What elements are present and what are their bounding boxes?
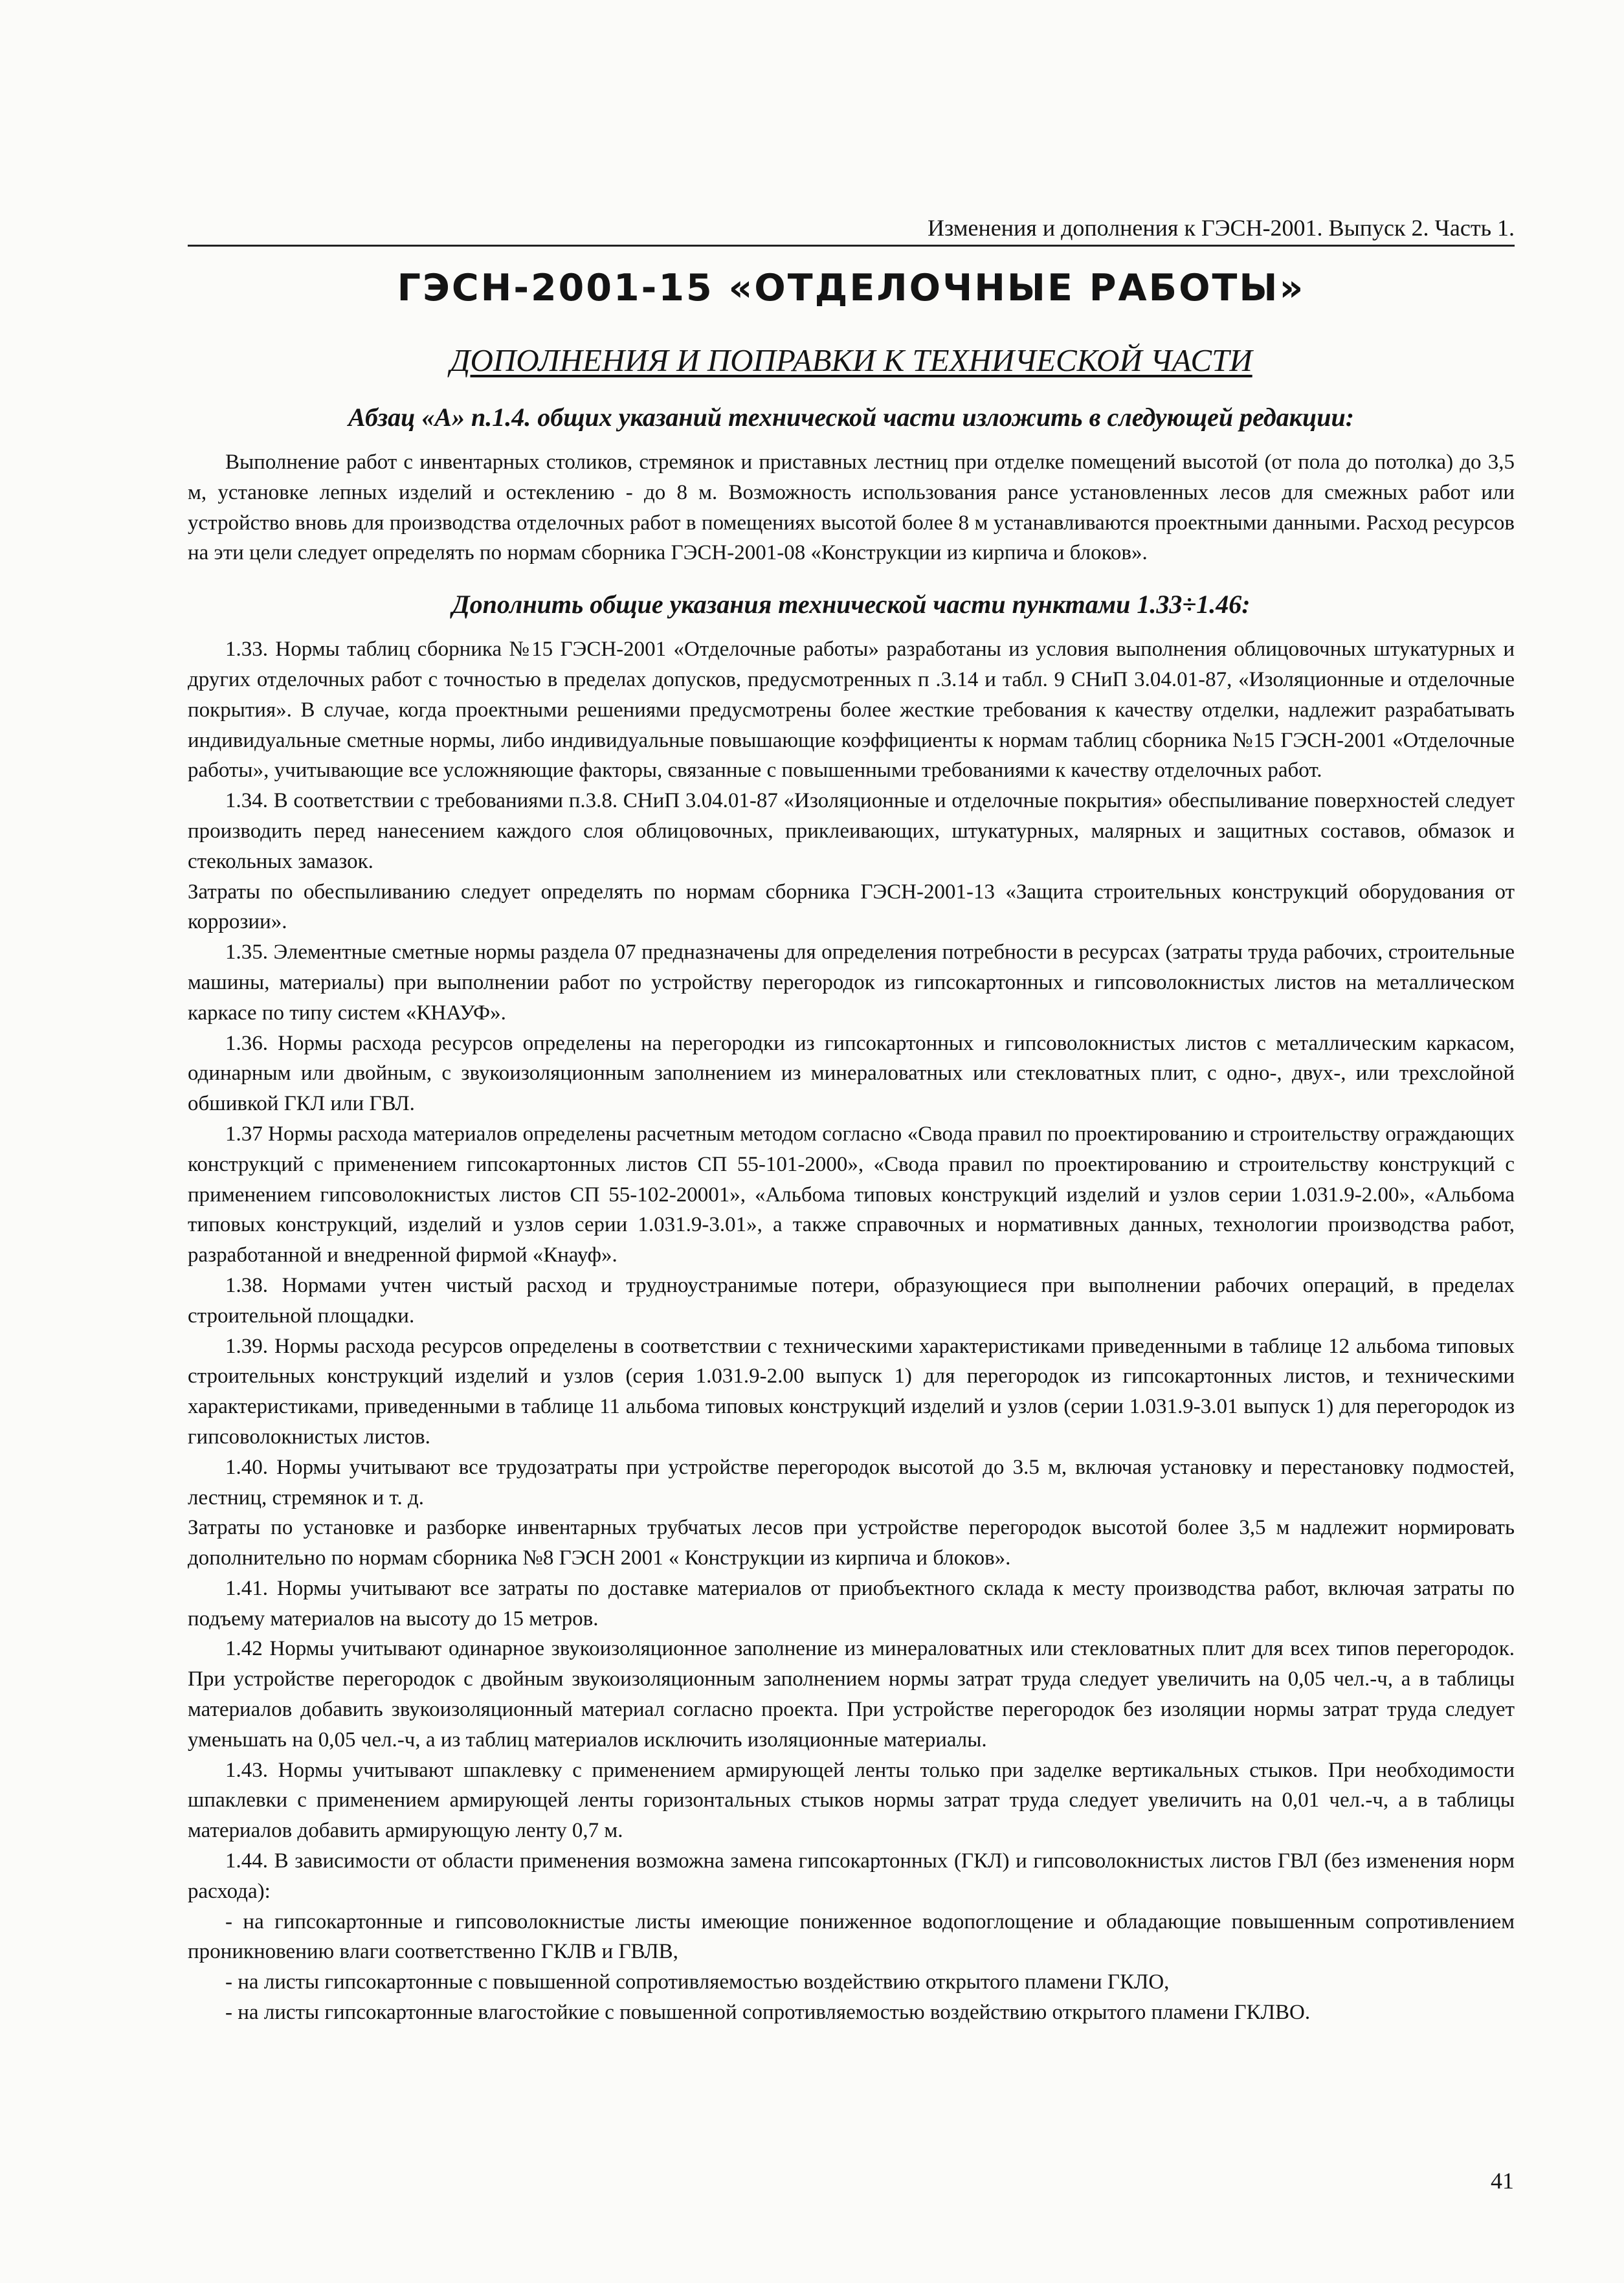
section-title: ДОПОЛНЕНИЯ И ПОПРАВКИ К ТЕХНИЧЕСКОЙ ЧАСТИ: [450, 342, 1252, 378]
main-title: ГЭСН-2001-15 «ОТДЕЛОЧНЫЕ РАБОТЫ»: [397, 267, 1306, 309]
document-page: [188, 214, 1515, 2028]
clause-1-39: 1.39. Нормы расхода ресурсов определены в соответствии с техническими характеристиками приведенными в таблице 12 альбома типовых строительных конструкций изделий и узлов (серия 1.031.9-2.00 выпуск 1) для перегородок из гипсокартонных листов, и техническими характеристиками, приведенными в таблице 11 альбома типовых конструкций изделий и узлов (серии 1.031.9-3.01 выпуск 1) для перегородок из гипсоволокнистых листов.: [188, 1334, 1515, 1449]
subheading-paragraph-a: Абзац «А» п.1.4. общих указаний технической части изложить в следующей редакции:: [348, 403, 1355, 432]
clause-1-37: 1.37 Нормы расхода материалов определены расчетным методом согласно «Свода правил по проектированию и строительству ограждающих конструкций с применением гипсокартонных листов СП 55-101-2000», «Свода правил по проектированию и строительству конструкций с применением гипсоволокнистых листов СП 55-102-20001», «Альбома типовых конструкций изделий и узлов серии 1.031.9-2.00», «Альбома типовых конструкций, изделий и узлов серии 1.031.9-3.01», а также справочных и нормативных данных, технологии производства работ, разработанной и внедренной фирмой «Кнауф».: [188, 1122, 1515, 1267]
list-item: - на гипсокартонные и гипсоволокнистые листы имеющие пониженное водопоглощение и обладающие повышенным сопротивлением проникновению влаги соответственно ГКЛВ и ГВЛВ,: [188, 1910, 1515, 1964]
clause-1-35: 1.35. Элементные сметные нормы раздела 07 предназначены для определения потребности в ресурсах (затраты труда рабочих, строительные машины, материалы) при выполнении работ по устройству перегородок из гипсокартонных и гипсоволокнистых листов на металлическом каркасе по типу систем «КНАУФ».: [188, 941, 1515, 1025]
intro-paragraph: Выполнение работ с инвентарных столиков, стремянок и приставных лестниц при отделке помещений высотой (от пола до потолка) до 3,5 м, установке лепных изделий и остеклению - до 8 м. Возможность использования рансе установленных лесов для смежных работ или устройство вновь для производства отделочных работ в помещениях высотой более 8 м устанавливаются проектными данными. Расход ресурсов на эти цели следует определять по нормам сборника ГЭСН-2001-08 «Конструкции из кирпича и блоков».: [188, 451, 1515, 565]
clauses-block: [188, 634, 1515, 2028]
page-number: 41: [1491, 2168, 1514, 2194]
clause-1-44: 1.44. В зависимости от области применения возможна замена гипсокартонных (ГКЛ) и гипсоволокнистых листов ГВЛ (без изменения норм расхода):: [188, 1849, 1515, 1903]
clause-1-40: 1.40. Нормы учитывают все трудозатраты при устройстве перегородок высотой до 3.5 м, включая установку и перестановку подмостей, лестниц, стремянок и т. д.: [188, 1455, 1515, 1509]
clause-1-42: 1.42 Нормы учитывают одинарное звукоизоляционное заполнение из минераловатных или стекловатных плит для всех типов перегородок. При устройстве перегородок с двойным звукоизоляционным заполнением нормы затрат труда следует увеличить на 0,05 чел.-ч, а в таблицы материалов добавить звукоизоляционный материал согласно проекта. При устройстве перегородок без изоляции нормы затрат труда следует уменьшать на 0,05 чел.-ч, а из таблиц материалов исключить изоляционные материалы.: [188, 1637, 1515, 1752]
clause-1-36: 1.36. Нормы расхода ресурсов определены на перегородки из гипсокартонных и гипсоволокнистых листов с металлическим каркасом, одинарным или двойным, с звукоизоляционным заполнением из минераловатных или стекловатных плит, с одно-, двух-, или трехслойной обшивкой ГКЛ или ГВЛ.: [188, 1031, 1515, 1116]
running-header: Изменения и дополнения к ГЭСН-2001. Выпуск 2. Часть 1.: [188, 214, 1515, 247]
subheading-additions: Дополнить общие указания технической части пунктами 1.33÷1.46:: [452, 590, 1251, 619]
clause-1-40-costs: Затраты по установке и разборке инвентарных трубчатых лесов при устройстве перегородок высотой более 3,5 м надлежит нормировать дополнительно по нормам сборника №8 ГЭСН 2001 « Конструкции из кирпича и блоков».: [188, 1516, 1515, 1570]
clause-1-43: 1.43. Нормы учитывают шпаклевку с применением армирующей ленты только при заделке вертикальных стыков. При необходимости шпаклевки с применением армирующей ленты горизонтальных стыков нормы затрат труда следует увеличить на 0,01 чел.-ч, а в таблицы материалов добавить армирующую ленту 0,7 м.: [188, 1758, 1515, 1843]
list-item: - на листы гипсокартонные с повышенной сопротивляемостью воздействию открытого пламени ГКЛО,: [225, 1970, 1170, 1994]
clause-1-34-costs: Затраты по обеспыливанию следует определять по нормам сборника ГЭСН-2001-13 «Защита строительных конструкций оборудования от коррозии».: [188, 880, 1515, 934]
list-item: - на листы гипсокартонные влагостойкие с повышенной сопротивляемостью воздействию открытого пламени ГКЛВО.: [225, 2001, 1311, 2025]
intro-block: [188, 447, 1515, 568]
clause-1-38: 1.38. Нормами учтен чистый расход и трудноустранимые потери, образующиеся при выполнении рабочих операций, в пределах строительной площадки.: [188, 1273, 1515, 1328]
clause-1-34: 1.34. В соответствии с требованиями п.3.8. СНиП 3.04.01-87 «Изоляционные и отделочные покрытия» обеспыливание поверхностей следует производить перед нанесением каждого слоя облицовочных, приклеивающих, штукатурных, малярных и защитных составов, обмазок и стекольных замазок.: [188, 789, 1515, 873]
clause-1-41: 1.41. Нормы учитывают все затраты по доставке материалов от приобъектного склада к месту производства работ, включая затраты по подъему материалов на высоту до 15 метров.: [188, 1576, 1515, 1631]
clause-1-33: 1.33. Нормы таблиц сборника №15 ГЭСН-2001 «Отделочные работы» разработаны из условия выполнения облицовочных штукатурных и других отделочных работ с точностью в пределах допусков, предусмотренных п .3.14 и табл. 9 СНиП 3.04.01-87, «Изоляционные и отделочные покрытия». В случае, когда проектными решениями предусмотрены более жесткие требования к качеству отделки, надлежит разрабатывать индивидуальные сметные нормы, либо индивидуальные повышающие коэффициенты к нормам таблиц сборника №15 ГЭСН-2001 «Отделочные работы», учитывающие все усложняющие факторы, связанные с повышенными требованиями к качеству отделочных работ.: [188, 638, 1515, 783]
